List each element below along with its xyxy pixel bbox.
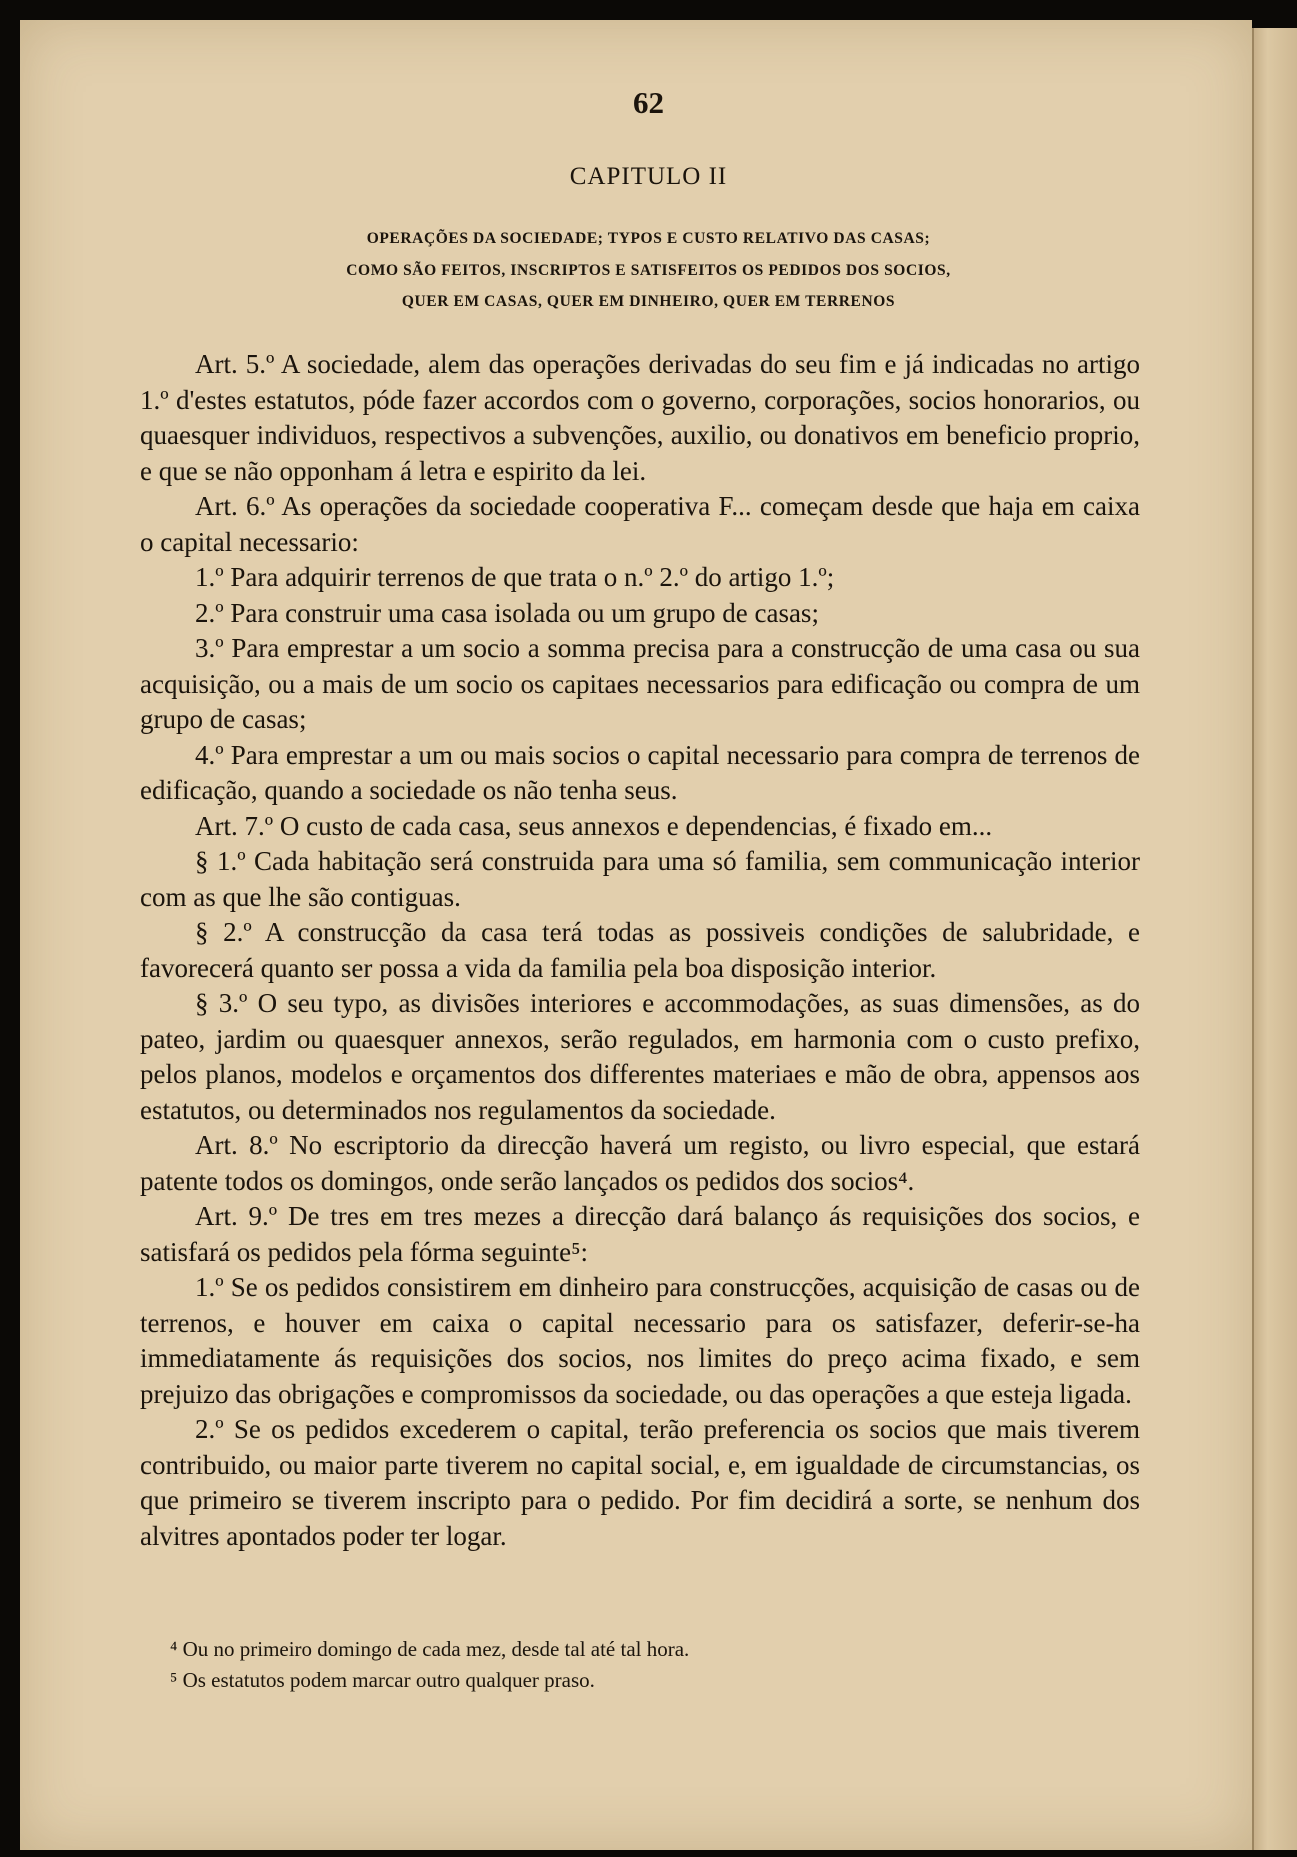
paragraph-item: 2.º Se os pedidos excederem o capital, terão preferencia os socios que mais tiverem contribuido, ou maior parte tiverem no capital social, e, em igualdade de circumstancias, os que primeiro se tiverem inscripto para o pedido. Por fim decidirá a sorte, se nenhum dos alvitres apontados poder ter logar. <box>140 1414 1140 1551</box>
paragraph-art-9: Art. 9.º De tres em tres mezes a direcção dará balanço ás requisições dos socios, e satisfará os pedidos pela fórma seguinte⁵: <box>140 1201 1140 1267</box>
paragraph-item: 3.º Para emprestar a um socio a somma precisa para a construcção de uma casa ou sua acquisição, ou a mais de um socio os capitaes necessarios para edificação ou compra de um grupo de casas; <box>140 633 1140 734</box>
paragraph-section: § 2.º A construcção da casa terá todas as possiveis condições de salubridade, e favorecerá quanto ser possa a vida da familia pela boa disposição interior. <box>140 917 1140 983</box>
chapter-subtitle-line: OPERAÇÕES DA SOCIEDADE; TYPOS E CUSTO RELATIVO DAS CASAS; <box>366 230 931 247</box>
paragraph-art-6: Art. 6.º As operações da sociedade cooperativa F... começam desde que haja em caixa o capital necessario: <box>140 491 1140 557</box>
chapter-subtitle-line: QUER EM CASAS, QUER EM DINHEIRO, QUER EM TERRENOS <box>401 293 896 310</box>
paragraph-section: § 1.º Cada habitação será construida para uma só familia, sem communicação interior com as que lhe são contiguas. <box>140 846 1140 912</box>
paragraph-art-5: Art. 5.º A sociedade, alem das operações derivadas do seu fim e já indicadas no artigo 1.º d'estes estatutos, póde fazer accordos com o governo, corporações, socios honorarios, ou quaesquer individuos, respectivos a subvenções, auxilio, ou donativos em beneficio proprio, e que se não opponham á letra e espirito da lei. <box>140 349 1140 486</box>
footnote-4: ⁴ Ou no primeiro domingo de cada mez, desde tal até tal hora. <box>170 1637 690 1661</box>
footnote-5: ⁵ Os estatutos podem marcar outro qualquer praso. <box>170 1668 595 1692</box>
body-text <box>140 347 1140 1554</box>
paragraph-item: 1.º Para adquirir terrenos de que trata o n.º 2.º do artigo 1.º; <box>195 562 835 592</box>
paragraph-section: § 3.º O seu typo, as divisões interiores e accommodações, as suas dimensões, as do pateo, jardim ou quaesquer annexos, serão regulados, em harmonia com o custo prefixo, pelos planos, modelos e orçamentos dos differentes materiaes e mão de obra, appensos aos estatutos, ou determinados nos regulamentos da sociedade. <box>140 988 1140 1125</box>
chapter-title: CAPITULO II <box>569 163 728 190</box>
paragraph-item: 4.º Para emprestar a um ou mais socios o capital necessario para compra de terrenos de edificação, quando a sociedade os não tenha seus. <box>140 739 1140 805</box>
paragraph-item: 1.º Se os pedidos consistirem em dinheiro para construcções, acquisição de casas ou de terrenos, e houver em caixa o capital necessario para os satisfazer, deferir-se-ha immediatamente ás requisições dos socios, nos limites do preço acima fixado, e sem prejuizo das obrigações e compromissos da sociedade, ou das operações a que esteja ligada. <box>140 1272 1140 1409</box>
paragraph-item: 2.º Para construir uma casa isolada ou um grupo de casas; <box>195 597 819 628</box>
chapter-subtitle-line: COMO SÃO FEITOS, INSCRIPTOS E SATISFEITOS OS PEDIDOS DOS SOCIOS, <box>346 262 951 279</box>
paragraph-art-8: Art. 8.º No escriptorio da direcção haverá um registo, ou livro especial, que estará patente todos os domingos, onde serão lançados os pedidos dos socios⁴. <box>140 1130 1140 1196</box>
page-number: 62 <box>633 85 664 120</box>
paragraph-art-7: Art. 7.º O custo de cada casa, seus annexos e dependencias, é fixado em... <box>195 810 993 841</box>
